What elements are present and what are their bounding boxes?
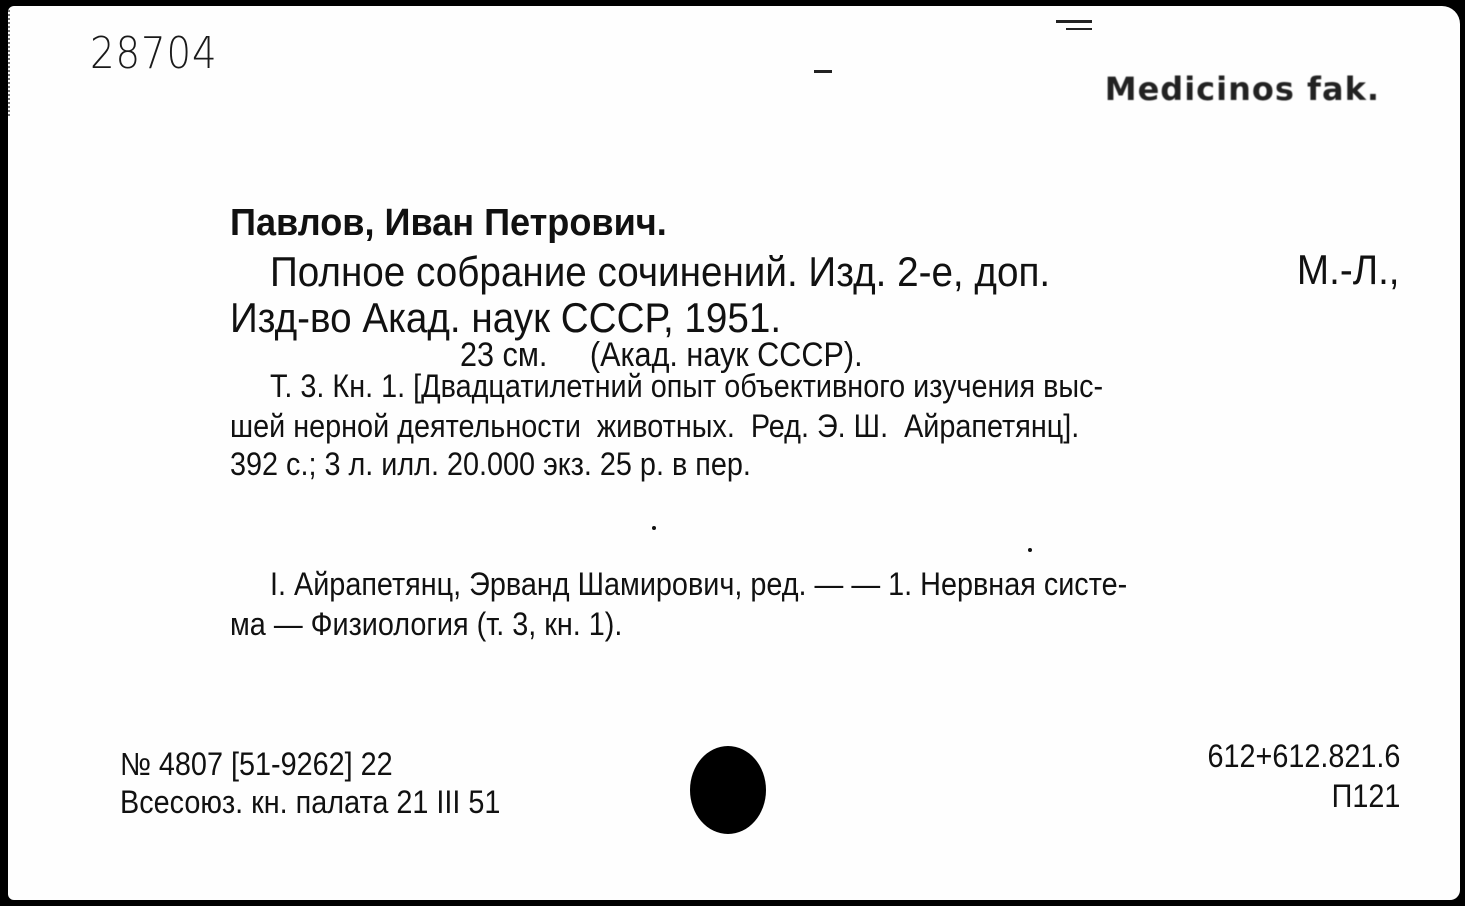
tracing-line-1: I. Айрапетянц, Эрванд Шамирович, ред. — — 1. Нервная систе- [270,566,1128,602]
description-line-2: шей нерной деятельности животных. Ред. Э. Ш. Айрапетянц]. [230,408,1080,444]
tracing-line-2: ма — Физиология (т. 3, кн. 1). [230,606,623,642]
publication-place: М.-Л., [1297,246,1400,293]
stray-mark [1066,28,1092,30]
stray-mark [814,70,832,73]
library-stamp: Medicinos fak. [1104,70,1380,108]
title-line-1: Полное собрание сочинений. Изд. 2-е, доп. [270,248,1051,295]
size-series-line: 23 см. (Акад. наук СССР). [460,336,863,374]
description-line-3: 392 с.; 3 л. илл. 20.000 экз. 25 р. в пер. [230,446,751,482]
speck [1028,548,1032,552]
call-number: П121 [1331,778,1400,814]
description-line-1: Т. 3. Кн. 1. [Двадцатилетний опыт объективного изучения выс- [270,368,1104,404]
author-heading: Павлов, Иван Петрович. [230,202,667,244]
card-number-line: № 4807 [51-9262] 22 [120,746,393,782]
speck [652,526,656,530]
card-edge-scuff [8,6,40,116]
punched-hole [690,746,766,834]
catalog-card [8,6,1460,900]
title-line-2: Изд-во Акад. наук СССР, 1951. [230,294,782,341]
classification-number: 612+612.821.6 [1207,738,1400,774]
stray-mark [1056,20,1092,23]
book-chamber-line: Всесоюз. кн. палата 21 III 51 [120,784,501,820]
inventory-number: 28704 [90,28,218,79]
